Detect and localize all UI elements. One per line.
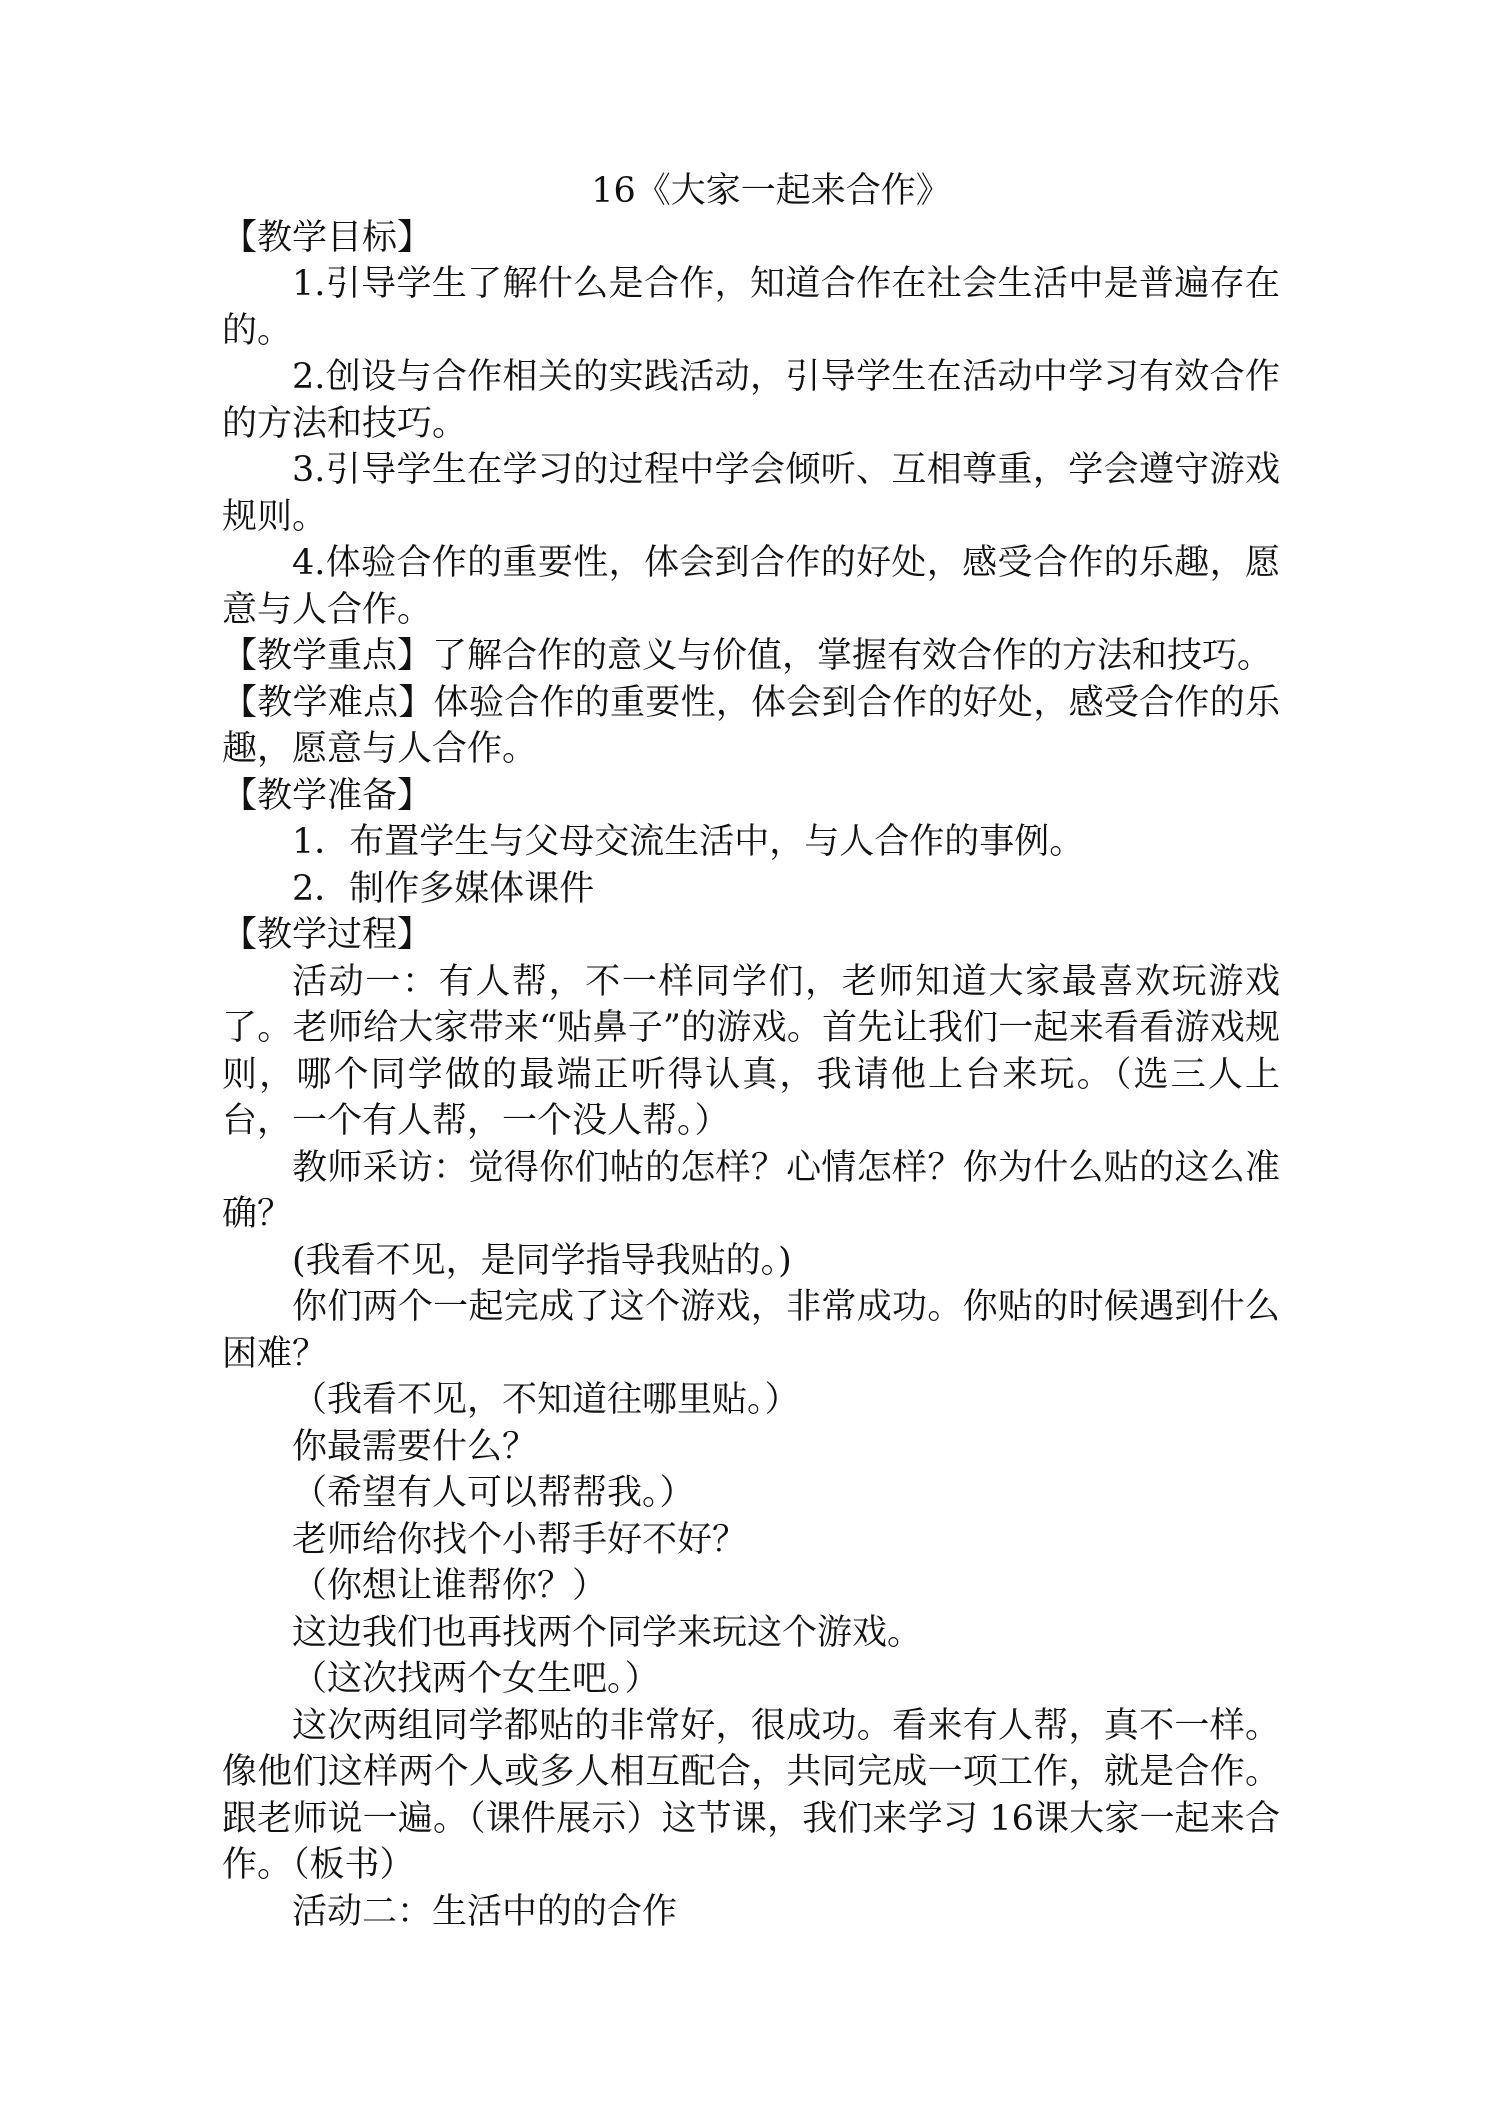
process-paragraph-4: 你们两个一起完成了这个游戏，非常成功。你贴的时候遇到什么困难？	[222, 1287, 1280, 1374]
document-page	[222, 168, 1280, 1935]
goals-heading: 【教学目标】	[222, 217, 433, 258]
process-paragraph-6: 你最需要什么？	[292, 1426, 538, 1467]
key-point: 【教学重点】了解合作的意义与价值，掌握有效合作的方法和技巧。	[222, 636, 1273, 676]
goal-item-1: 1.引导学生了解什么是合作，知道合作在社会生活中是普遍存在的。	[222, 264, 1280, 351]
process-paragraph-7: （希望有人可以帮帮我。）	[292, 1473, 695, 1513]
goal-item-2: 2.创设与合作相关的实践活动，引导学生在活动中学习有效合作的方法和技巧。	[222, 357, 1280, 444]
goal-item-3: 3.引导学生在学习的过程中学会倾听、互相尊重，学会遵守游戏规则。	[222, 450, 1280, 537]
prep-item-1: 1．布置学生与父母交流生活中，与人合作的事例。	[292, 822, 1085, 862]
prep-item-2: 2．制作多媒体课件	[292, 868, 595, 909]
process-paragraph-10: 这边我们也再找两个同学来玩这个游戏。	[292, 1612, 923, 1653]
process-paragraph-11: （这次找两个女生吧。）	[292, 1659, 660, 1699]
process-heading: 【教学过程】	[222, 915, 433, 955]
process-paragraph-2: 教师采访：觉得你们帖的怎样？心情怎样？你为什么贴的这么准确？	[222, 1147, 1280, 1234]
process-paragraph-13: 活动二：生活中的的合作	[292, 1891, 678, 1932]
process-paragraph-1: 活动一：有人帮，不一样同学们，老师知道大家最喜欢玩游戏了。老师给大家带来“贴鼻子”的游戏。首先让我们一起来看看游戏规则，哪个同学做的最端正听得认真，我请他上台来玩。（选三人上台，一个有人帮，一个没人帮。）	[222, 961, 1280, 1141]
difficulty: 【教学难点】体验合作的重要性，体会到合作的好处，感受合作的乐趣，愿意与人合作。	[222, 682, 1280, 769]
goal-item-4: 4.体验合作的重要性，体会到合作的好处，感受合作的乐趣，愿意与人合作。	[222, 543, 1280, 630]
process-paragraph-3: (我看不见，是同学指导我贴的。)	[292, 1240, 792, 1281]
process-paragraph-8: 老师给你找个小帮手好不好？	[292, 1519, 748, 1560]
document-title: 16《大家一起来合作》	[591, 171, 951, 211]
prep-heading: 【教学准备】	[222, 775, 433, 816]
process-paragraph-9: （你想让谁帮你？）	[292, 1566, 608, 1606]
process-paragraph-5: （我看不见，不知道往哪里贴。）	[292, 1380, 800, 1420]
process-paragraph-12: 这次两组同学都贴的非常好，很成功。看来有人帮，真不一样。像他们这样两个人或多人相互配合，共同完成一项工作，就是合作。跟老师说一遍。（课件展示）这节课，我们来学习 16课大家一起来合作。（板书）	[222, 1705, 1280, 1885]
